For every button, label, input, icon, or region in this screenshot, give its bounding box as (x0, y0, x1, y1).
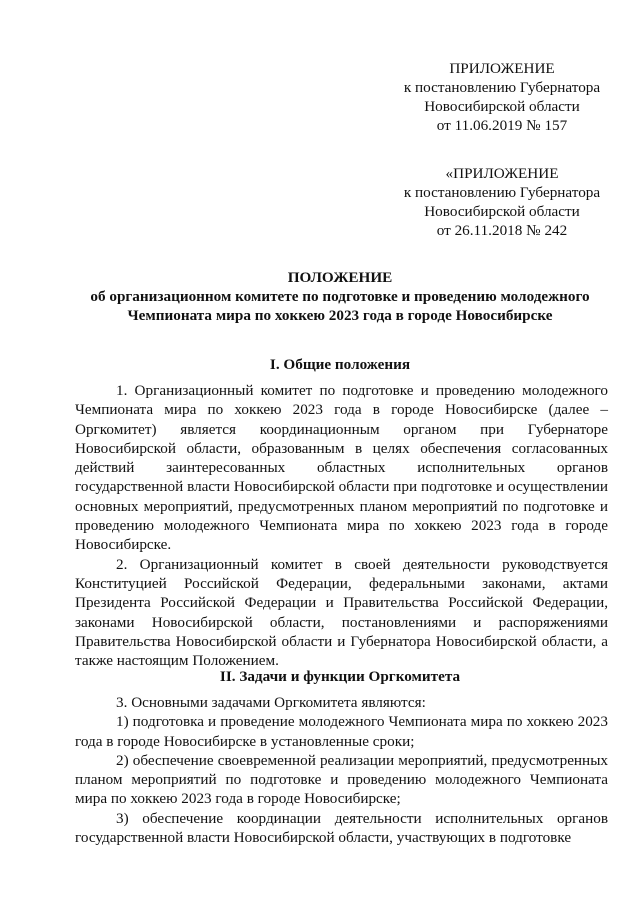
list-item-2: 2) обеспечение своевременной реализации мероприятий, предусмотренных планом мероприятий по подготовке и проведению молодежного Чемпионата мира по хоккею 2023 года в городе Новосибирске; (75, 751, 608, 808)
document-title-line-1: ПОЛОЖЕНИЕ (287, 269, 393, 286)
section-1-body (75, 381, 608, 670)
list-item-3: 3) обеспечение координации деятельности исполнительных органов государственной власти Новосибирской области, участвующих в подготовке (75, 809, 608, 847)
document-title-line-2: об организационном комитете по подготовке и проведению молодежного (90, 288, 590, 305)
approval-current-line-3: Новосибирской области (424, 98, 580, 115)
paragraph-1: 1. Организационный комитет по подготовке и проведению молодежного Чемпионата мира по хоккею 2023 года в городе Новосибирске (далее – Оргкомитет) является координационным органом при Губернаторе Новосибирской области, образованным в целях обеспечения согласованных действий заинтересованных областных исполнительных органов государственной власти Новосибирской области при подготовке и осуществлении основных мероприятий, предусмотренных планом мероприятий по подготовке и проведению молодежного Чемпионата мира по хоккею 2023 года в городе Новосибирске. (75, 382, 608, 554)
paragraph-3: 3. Основными задачами Оргкомитета являются: (116, 694, 426, 711)
list-item-1: 1) подготовка и проведение молодежного Чемпионата мира по хоккею 2023 года в городе Новосибирске в установленные сроки; (75, 713, 608, 750)
section-2-heading: II. Задачи и функции Оргкомитета (219, 668, 461, 685)
document-title (60, 268, 620, 325)
approval-current-line-1: ПРИЛОЖЕНИЕ (449, 60, 555, 77)
approval-original-line-2: к постановлению Губернатора (403, 184, 601, 201)
paragraph-2: 2. Организационный комитет в своей деятельности руководствуется Конституцией Российской Федерации, федеральными законами, актами Президента Российской Федерации и Правительства Российской Федерации, законами Новосибирской области, постановлениями и распоряжениями Правительства Новосибирской области и Губернатора Новосибирской области, а также настоящим Положением. (75, 555, 608, 670)
approval-block-current (392, 59, 612, 135)
approval-original-line-4: от 26.11.2018 № 242 (436, 222, 568, 239)
approval-current-line-2: к постановлению Губернатора (403, 79, 601, 96)
approval-original-line-1: «ПРИЛОЖЕНИЕ (445, 165, 559, 182)
approval-block-original (392, 164, 612, 240)
document-title-line-3: Чемпионата мира по хоккею 2023 года в городе Новосибирске (127, 307, 553, 324)
section-1-heading: I. Общие положения (269, 356, 411, 373)
section-2-body (75, 693, 608, 847)
approval-current-line-4: от 11.06.2019 № 157 (436, 117, 568, 134)
approval-original-line-3: Новосибирской области (424, 203, 580, 220)
